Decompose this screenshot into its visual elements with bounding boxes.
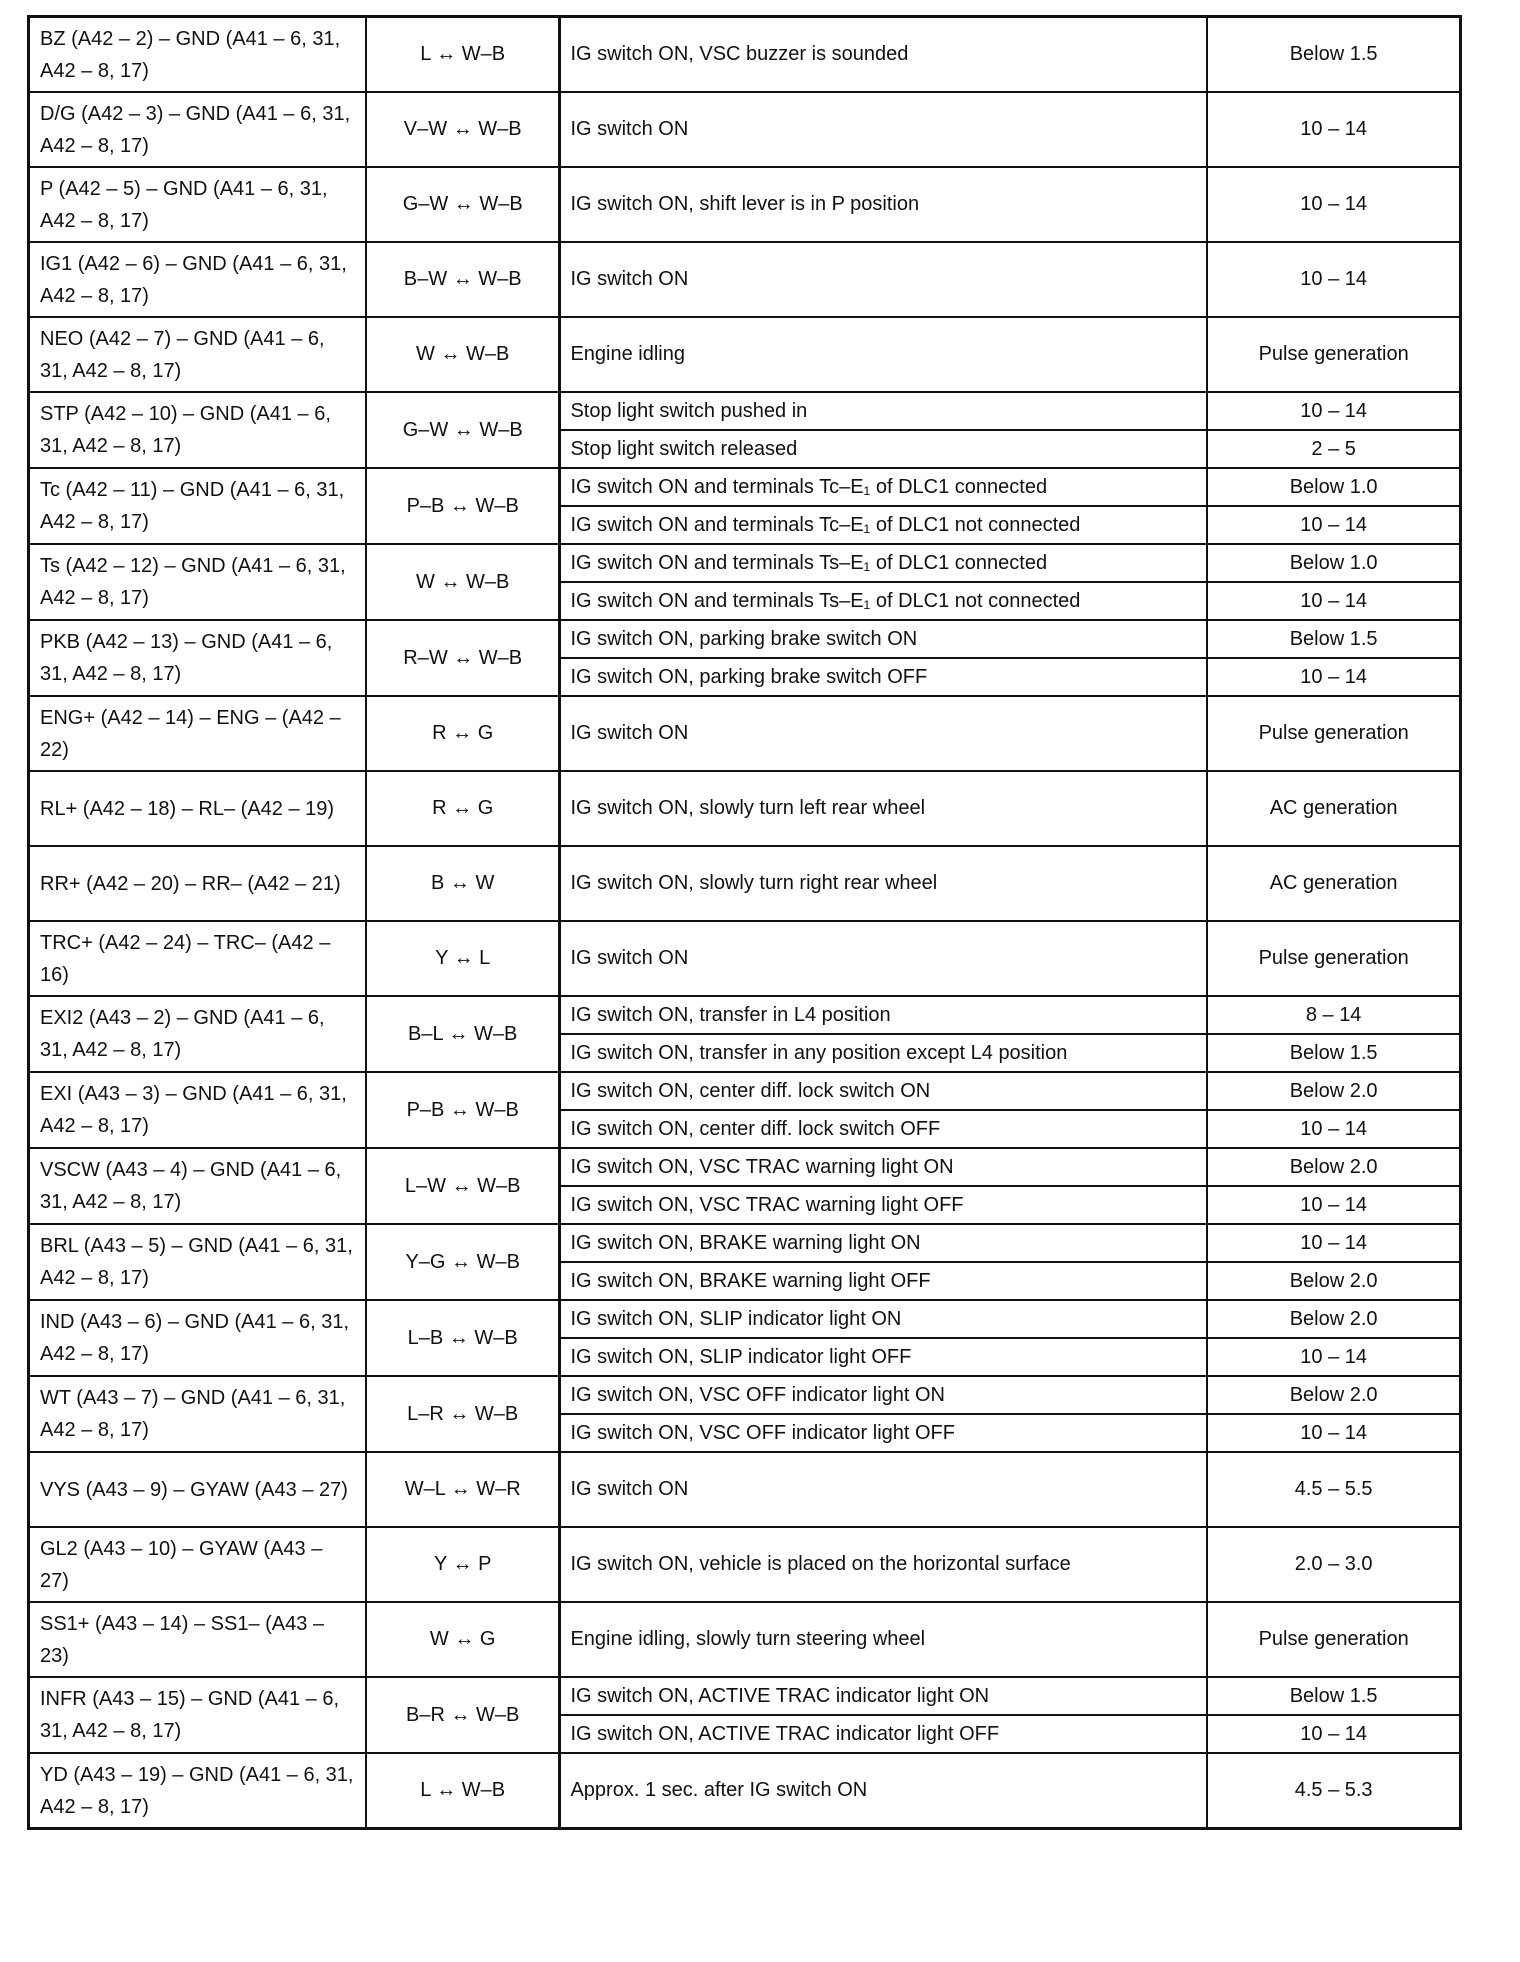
wire-color-cell: B–L ↔ W–B xyxy=(366,996,560,1072)
wire-color-cell: P–B ↔ W–B xyxy=(366,468,560,544)
table-row xyxy=(29,92,1461,167)
table-row xyxy=(29,167,1461,242)
specified-condition-cell: Below 2.0 xyxy=(1207,1376,1460,1414)
specified-condition-cell: Below 2.0 xyxy=(1207,1148,1460,1186)
condition-cell: IG switch ON, shift lever is in P position xyxy=(560,167,1207,242)
condition-cell: IG switch ON, VSC TRAC warning light ON xyxy=(560,1148,1207,1186)
table-row xyxy=(29,468,1461,506)
wire-color-cell: P–B ↔ W–B xyxy=(366,1072,560,1148)
condition-cell: IG switch ON xyxy=(560,242,1207,317)
specified-condition-cell: 10 – 14 xyxy=(1207,658,1460,696)
condition-cell: IG switch ON and terminals Tc–E₁ of DLC1 connected xyxy=(560,468,1207,506)
wire-color-cell: W ↔ W–B xyxy=(366,544,560,620)
table-row xyxy=(29,242,1461,317)
wire-color-cell: Y ↔ P xyxy=(366,1527,560,1602)
terminal-cell: VSCW (A43 – 4) – GND (A41 – 6, 31, A42 – 8, 17) xyxy=(29,1148,366,1224)
table-row xyxy=(29,1376,1461,1414)
condition-cell: IG switch ON, center diff. lock switch ON xyxy=(560,1072,1207,1110)
wire-color-cell: L–R ↔ W–B xyxy=(366,1376,560,1452)
table-row xyxy=(29,1224,1461,1262)
table-row xyxy=(29,1148,1461,1186)
table-row xyxy=(29,921,1461,996)
terminal-cell: EXI (A43 – 3) – GND (A41 – 6, 31, A42 – 8, 17) xyxy=(29,1072,366,1148)
condition-cell: IG switch ON and terminals Tc–E₁ of DLC1 not connected xyxy=(560,506,1207,544)
specified-condition-cell: Pulse generation xyxy=(1207,696,1460,771)
wire-color-cell: B–W ↔ W–B xyxy=(366,242,560,317)
wire-color-cell: Y ↔ L xyxy=(366,921,560,996)
terminal-cell: VYS (A43 – 9) – GYAW (A43 – 27) xyxy=(29,1452,366,1527)
wire-color-cell: R ↔ G xyxy=(366,771,560,846)
specified-condition-cell: 4.5 – 5.3 xyxy=(1207,1753,1460,1829)
terminal-cell: IG1 (A42 – 6) – GND (A41 – 6, 31, A42 – 8, 17) xyxy=(29,242,366,317)
terminal-cell: GL2 (A43 – 10) – GYAW (A43 – 27) xyxy=(29,1527,366,1602)
terminal-cell: IND (A43 – 6) – GND (A41 – 6, 31, A42 – 8, 17) xyxy=(29,1300,366,1376)
wire-color-cell: L–B ↔ W–B xyxy=(366,1300,560,1376)
terminal-cell: SS1+ (A43 – 14) – SS1– (A43 – 23) xyxy=(29,1602,366,1677)
terminal-cell: RL+ (A42 – 18) – RL– (A42 – 19) xyxy=(29,771,366,846)
condition-cell: IG switch ON, center diff. lock switch OFF xyxy=(560,1110,1207,1148)
terminal-cell: BZ (A42 – 2) – GND (A41 – 6, 31, A42 – 8, 17) xyxy=(29,17,366,93)
condition-cell: IG switch ON, VSC TRAC warning light OFF xyxy=(560,1186,1207,1224)
specified-condition-cell: Below 1.5 xyxy=(1207,17,1460,93)
terminal-cell: NEO (A42 – 7) – GND (A41 – 6, 31, A42 – 8, 17) xyxy=(29,317,366,392)
wire-color-cell: L ↔ W–B xyxy=(366,1753,560,1829)
wire-color-cell: L ↔ W–B xyxy=(366,17,560,93)
condition-cell: IG switch ON and terminals Ts–E₁ of DLC1 connected xyxy=(560,544,1207,582)
condition-cell: IG switch ON, parking brake switch ON xyxy=(560,620,1207,658)
condition-cell: IG switch ON, VSC buzzer is sounded xyxy=(560,17,1207,93)
specified-condition-cell: 10 – 14 xyxy=(1207,392,1460,430)
wire-color-cell: L–W ↔ W–B xyxy=(366,1148,560,1224)
table-body xyxy=(29,17,1461,1829)
specified-condition-cell: 10 – 14 xyxy=(1207,242,1460,317)
specified-condition-cell: 10 – 14 xyxy=(1207,1715,1460,1753)
table-row xyxy=(29,1602,1461,1677)
specified-condition-cell: 10 – 14 xyxy=(1207,506,1460,544)
specified-condition-cell: 10 – 14 xyxy=(1207,1110,1460,1148)
table-row xyxy=(29,996,1461,1034)
condition-cell: IG switch ON xyxy=(560,92,1207,167)
wire-color-cell: G–W ↔ W–B xyxy=(366,167,560,242)
wire-color-cell: R ↔ G xyxy=(366,696,560,771)
table-row xyxy=(29,1452,1461,1527)
terminal-cell: EXI2 (A43 – 2) – GND (A41 – 6, 31, A42 – 8, 17) xyxy=(29,996,366,1072)
table-row xyxy=(29,1072,1461,1110)
condition-cell: IG switch ON, BRAKE warning light OFF xyxy=(560,1262,1207,1300)
table-row xyxy=(29,1300,1461,1338)
table-row xyxy=(29,1677,1461,1715)
specified-condition-cell: 8 – 14 xyxy=(1207,996,1460,1034)
specified-condition-cell: 10 – 14 xyxy=(1207,1224,1460,1262)
wire-color-cell: B–R ↔ W–B xyxy=(366,1677,560,1753)
specified-condition-cell: Below 1.5 xyxy=(1207,620,1460,658)
wire-color-cell: R–W ↔ W–B xyxy=(366,620,560,696)
specified-condition-cell: 4.5 – 5.5 xyxy=(1207,1452,1460,1527)
condition-cell: Stop light switch pushed in xyxy=(560,392,1207,430)
condition-cell: IG switch ON, slowly turn left rear wheel xyxy=(560,771,1207,846)
condition-cell: IG switch ON, ACTIVE TRAC indicator light OFF xyxy=(560,1715,1207,1753)
wire-color-cell: W ↔ W–B xyxy=(366,317,560,392)
wire-color-cell: Y–G ↔ W–B xyxy=(366,1224,560,1300)
condition-cell: IG switch ON, ACTIVE TRAC indicator light ON xyxy=(560,1677,1207,1715)
specified-condition-cell: 10 – 14 xyxy=(1207,92,1460,167)
terminal-cell: BRL (A43 – 5) – GND (A41 – 6, 31, A42 – 8, 17) xyxy=(29,1224,366,1300)
terminal-cell: INFR (A43 – 15) – GND (A41 – 6, 31, A42 – 8, 17) xyxy=(29,1677,366,1753)
specified-condition-cell: 2 – 5 xyxy=(1207,430,1460,468)
table-row xyxy=(29,317,1461,392)
condition-cell: IG switch ON, SLIP indicator light ON xyxy=(560,1300,1207,1338)
terminal-cell: Ts (A42 – 12) – GND (A41 – 6, 31, A42 – 8, 17) xyxy=(29,544,366,620)
table-row xyxy=(29,1753,1461,1829)
terminal-cell: Tc (A42 – 11) – GND (A41 – 6, 31, A42 – 8, 17) xyxy=(29,468,366,544)
table-row xyxy=(29,17,1461,93)
specified-condition-cell: Below 1.0 xyxy=(1207,468,1460,506)
condition-cell: IG switch ON, VSC OFF indicator light ON xyxy=(560,1376,1207,1414)
terminal-cell: YD (A43 – 19) – GND (A41 – 6, 31, A42 – 8, 17) xyxy=(29,1753,366,1829)
condition-cell: IG switch ON, transfer in any position except L4 position xyxy=(560,1034,1207,1072)
specified-condition-cell: Below 1.0 xyxy=(1207,544,1460,582)
terminal-voltage-table xyxy=(27,15,1462,1830)
terminal-cell: STP (A42 – 10) – GND (A41 – 6, 31, A42 – 8, 17) xyxy=(29,392,366,468)
table-row xyxy=(29,696,1461,771)
specified-condition-cell: Below 1.5 xyxy=(1207,1677,1460,1715)
condition-cell: Stop light switch released xyxy=(560,430,1207,468)
condition-cell: Approx. 1 sec. after IG switch ON xyxy=(560,1753,1207,1829)
table-row xyxy=(29,544,1461,582)
table-row xyxy=(29,392,1461,430)
specified-condition-cell: 10 – 14 xyxy=(1207,1338,1460,1376)
specified-condition-cell: Below 2.0 xyxy=(1207,1072,1460,1110)
terminal-cell: TRC+ (A42 – 24) – TRC– (A42 – 16) xyxy=(29,921,366,996)
condition-cell: IG switch ON and terminals Ts–E₁ of DLC1 not connected xyxy=(560,582,1207,620)
table-row xyxy=(29,620,1461,658)
specified-condition-cell: 10 – 14 xyxy=(1207,167,1460,242)
condition-cell: IG switch ON, parking brake switch OFF xyxy=(560,658,1207,696)
condition-cell: IG switch ON, vehicle is placed on the horizontal surface xyxy=(560,1527,1207,1602)
wire-color-cell: W–L ↔ W–R xyxy=(366,1452,560,1527)
specified-condition-cell: Below 2.0 xyxy=(1207,1262,1460,1300)
condition-cell: Engine idling xyxy=(560,317,1207,392)
wire-color-cell: B ↔ W xyxy=(366,846,560,921)
terminal-cell: D/G (A42 – 3) – GND (A41 – 6, 31, A42 – 8, 17) xyxy=(29,92,366,167)
condition-cell: IG switch ON, BRAKE warning light ON xyxy=(560,1224,1207,1262)
wire-color-cell: V–W ↔ W–B xyxy=(366,92,560,167)
wire-color-cell: W ↔ G xyxy=(366,1602,560,1677)
terminal-voltage-sheet xyxy=(27,15,1462,1830)
specified-condition-cell: 10 – 14 xyxy=(1207,1414,1460,1452)
specified-condition-cell: Below 2.0 xyxy=(1207,1300,1460,1338)
terminal-cell: PKB (A42 – 13) – GND (A41 – 6, 31, A42 – 8, 17) xyxy=(29,620,366,696)
specified-condition-cell: 2.0 – 3.0 xyxy=(1207,1527,1460,1602)
specified-condition-cell: Below 1.5 xyxy=(1207,1034,1460,1072)
specified-condition-cell: Pulse generation xyxy=(1207,921,1460,996)
wire-color-cell: G–W ↔ W–B xyxy=(366,392,560,468)
terminal-cell: P (A42 – 5) – GND (A41 – 6, 31, A42 – 8, 17) xyxy=(29,167,366,242)
condition-cell: IG switch ON, transfer in L4 position xyxy=(560,996,1207,1034)
table-row xyxy=(29,771,1461,846)
condition-cell: IG switch ON xyxy=(560,1452,1207,1527)
specified-condition-cell: 10 – 14 xyxy=(1207,582,1460,620)
table-row xyxy=(29,846,1461,921)
condition-cell: IG switch ON xyxy=(560,696,1207,771)
terminal-cell: WT (A43 – 7) – GND (A41 – 6, 31, A42 – 8, 17) xyxy=(29,1376,366,1452)
condition-cell: IG switch ON, SLIP indicator light OFF xyxy=(560,1338,1207,1376)
table-row xyxy=(29,1527,1461,1602)
specified-condition-cell: AC generation xyxy=(1207,846,1460,921)
specified-condition-cell: AC generation xyxy=(1207,771,1460,846)
specified-condition-cell: Pulse generation xyxy=(1207,317,1460,392)
specified-condition-cell: Pulse generation xyxy=(1207,1602,1460,1677)
condition-cell: IG switch ON, VSC OFF indicator light OFF xyxy=(560,1414,1207,1452)
condition-cell: IG switch ON, slowly turn right rear wheel xyxy=(560,846,1207,921)
condition-cell: IG switch ON xyxy=(560,921,1207,996)
terminal-cell: ENG+ (A42 – 14) – ENG – (A42 – 22) xyxy=(29,696,366,771)
condition-cell: Engine idling, slowly turn steering wheel xyxy=(560,1602,1207,1677)
specified-condition-cell: 10 – 14 xyxy=(1207,1186,1460,1224)
terminal-cell: RR+ (A42 – 20) – RR– (A42 – 21) xyxy=(29,846,366,921)
